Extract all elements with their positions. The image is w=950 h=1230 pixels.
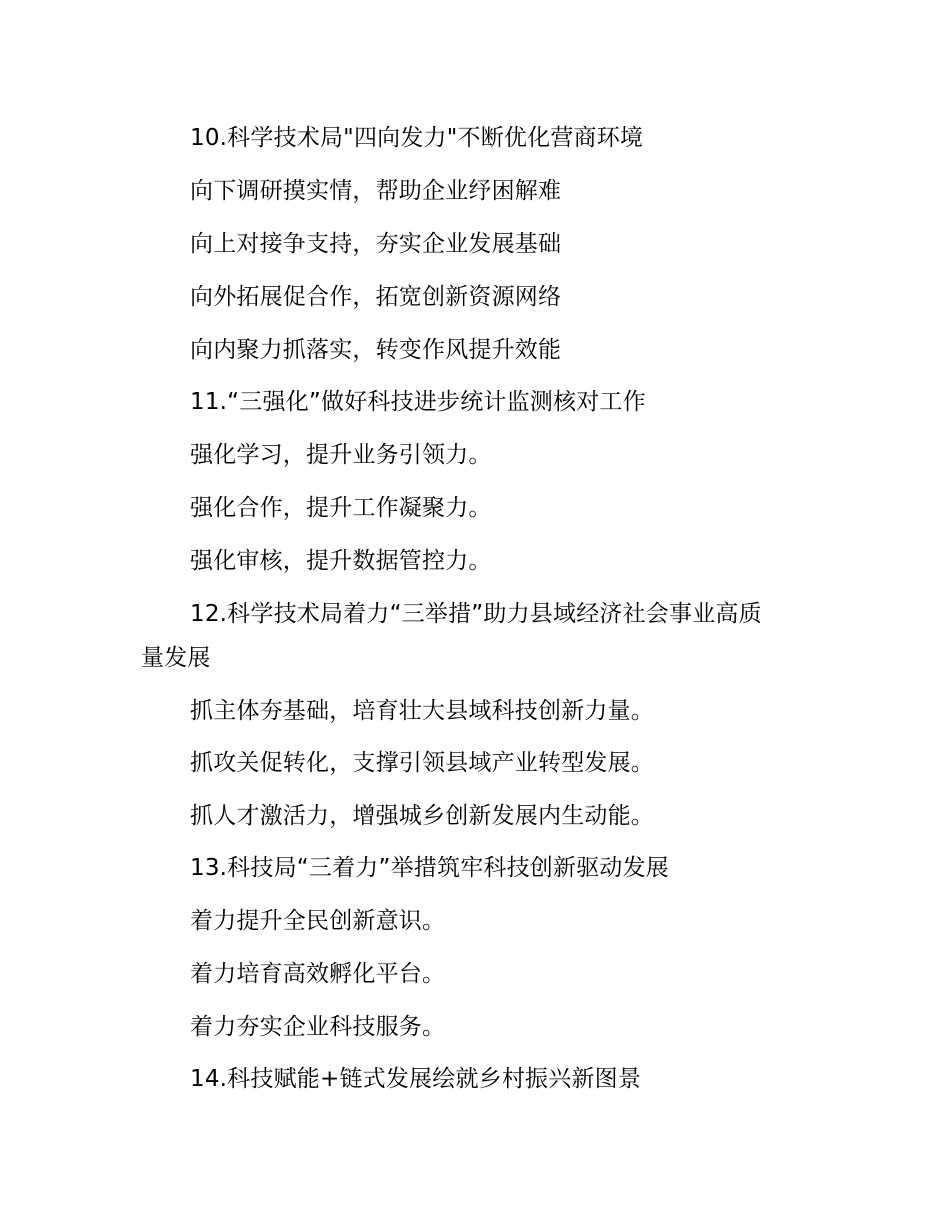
paragraph-line: 着力提升全民创新意识。 — [190, 908, 446, 934]
paragraph-line: 抓主体夯基础，培育壮大县域科技创新力量。 — [190, 698, 654, 724]
paragraph-line: 强化学习，提升业务引领力。 — [190, 442, 492, 468]
paragraph-line: 强化合作，提升工作凝聚力。 — [190, 495, 492, 521]
heading-11: 11.“三强化”做好科技进步统计监测核对工作 — [190, 389, 646, 415]
heading-10: 10.科学技术局"四向发力"不断优化营商环境 — [190, 125, 644, 151]
paragraph-line: 强化审核，提升数据管控力。 — [190, 548, 492, 574]
heading-13: 13.科技局“三着力”举措筑牢科技创新驱动发展 — [190, 855, 670, 881]
heading-12: 12.科学技术局着力“三举措”助力县域经济社会事业高质 — [190, 601, 762, 627]
paragraph-line: 抓人才激活力，增强城乡创新发展内生动能。 — [190, 803, 654, 829]
paragraph-line: 着力培育高效孵化平台。 — [190, 961, 446, 987]
paragraph-line: 向下调研摸实情，帮助企业纾困解难 — [190, 178, 562, 204]
heading-14: 14.科技赋能+链式发展绘就乡村振兴新图景 — [190, 1066, 642, 1092]
paragraph-line: 向内聚力抓落实，转变作风提升效能 — [190, 337, 562, 363]
paragraph-line: 向外拓展促合作，拓宽创新资源网络 — [190, 284, 562, 310]
paragraph-line: 向上对接争支持，夯实企业发展基础 — [190, 231, 562, 257]
heading-12-continued: 量发展 — [141, 645, 211, 671]
paragraph-line: 着力夯实企业科技服务。 — [190, 1014, 446, 1040]
paragraph-line: 抓攻关促转化，支撑引领县域产业转型发展。 — [190, 750, 654, 776]
